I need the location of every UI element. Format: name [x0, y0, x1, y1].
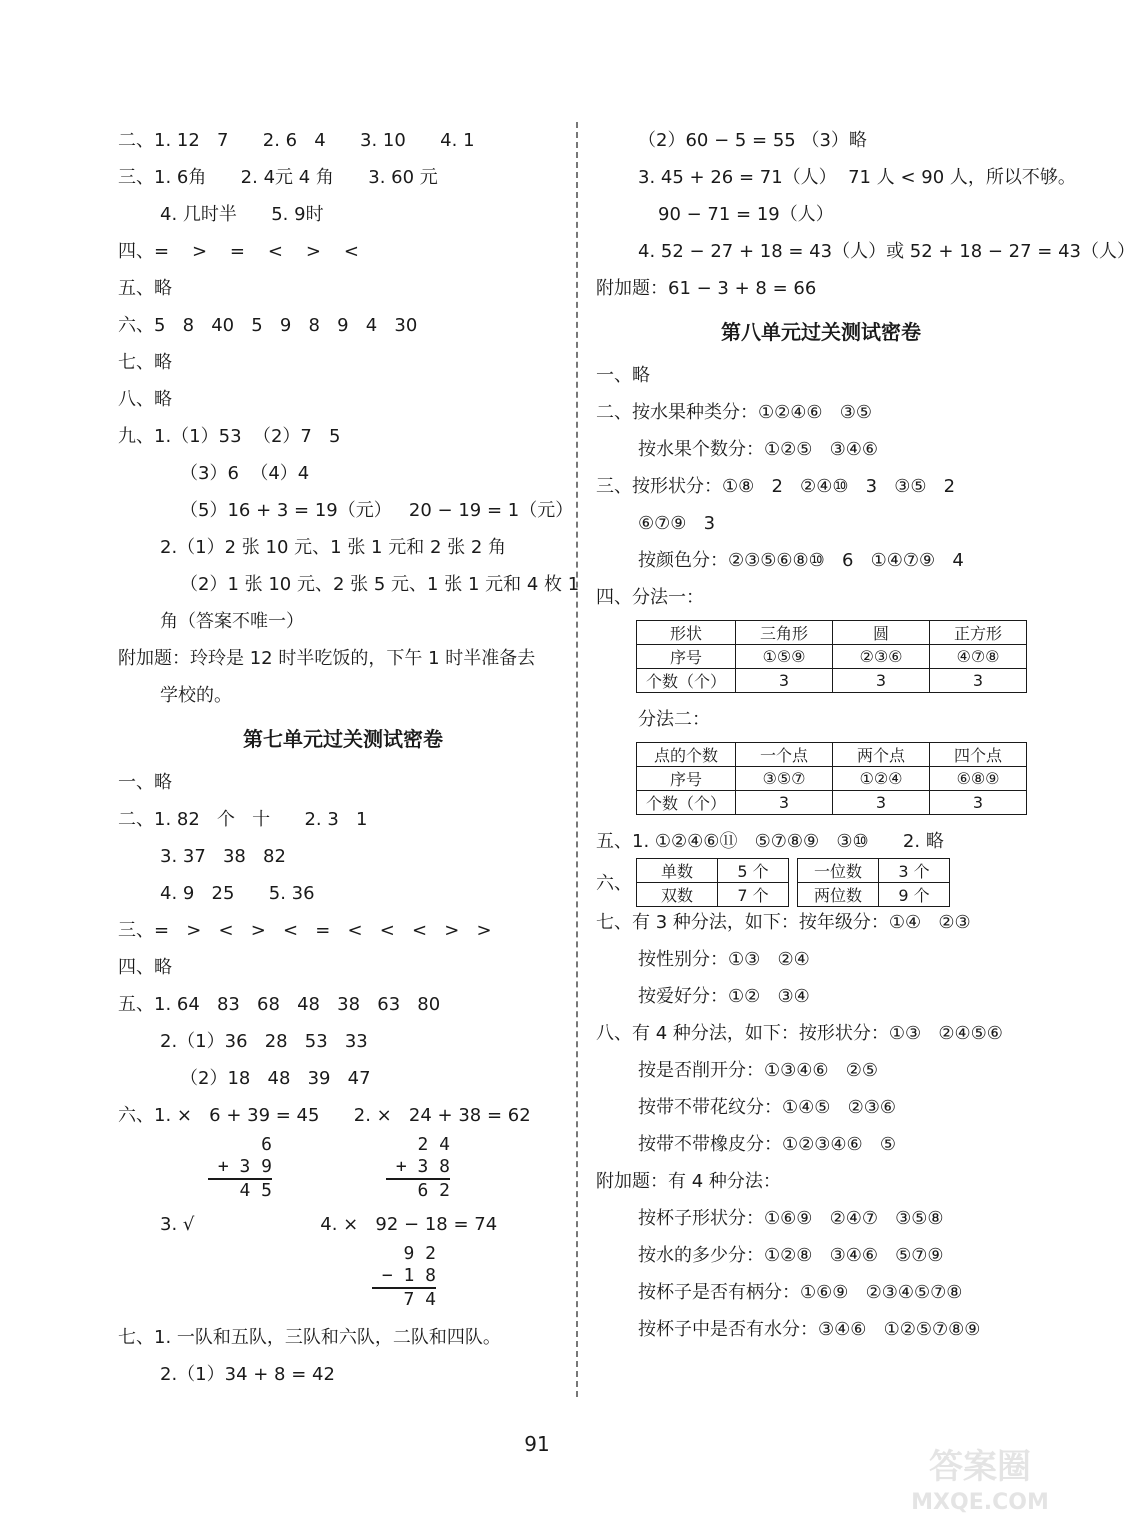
answer-line: 二、按水果种类分：①②④⑥ ③⑤ [596, 402, 872, 423]
answer-line: 七、1. 一队和五队，三队和六队，二队和四队。 [118, 1327, 501, 1348]
table-cell: 三角形 [736, 621, 833, 645]
table-cell: 个数（个） [637, 791, 736, 815]
answer-line: 按带不带橡皮分：①②③④⑥ ⑤ [638, 1134, 896, 1155]
answer-line: 五、略 [118, 278, 172, 299]
section-heading-unit7: 第七单元过关测试密卷 [243, 727, 443, 751]
calc-mid: + 3 8 [395, 1156, 450, 1177]
answer-line: 五、1. ①②④⑥⑪ ⑤⑦⑧⑨ ③⑩ 2. 略 [596, 831, 944, 852]
vertical-calc [372, 1243, 436, 1311]
answer-line: 2.（1）2 张 10 元、1 张 1 元和 2 张 2 角 [160, 537, 507, 558]
table-row [637, 791, 1027, 815]
table-cell: 3 个 [879, 858, 950, 882]
calc-answer: 4 5 [208, 1178, 272, 1202]
answer-line: 三、按形状分：①⑧ 2 ②④⑩ 3 ③⑤ 2 [596, 476, 956, 497]
table-cell: ②③⑥ [833, 645, 930, 669]
table-cell: ③⑤⑦ [736, 767, 833, 791]
vertical-calc-row [118, 1134, 568, 1206]
answer-line: 六、1. × 6 + 39 = 45 2. × 24 + 38 = 62 [118, 1105, 531, 1126]
vertical-calc-row [118, 1243, 568, 1319]
classification-table-1 [636, 620, 1027, 693]
answer-line: （2）1 张 10 元、2 张 5 元、1 张 1 元和 4 枚 1 [180, 574, 580, 595]
answer-line: 4. 52 − 27 + 18 = 43（人）或 52 + 18 − 27 = 43（人） [638, 241, 1135, 262]
table-cell: 9 个 [879, 882, 950, 906]
answer-line: 按水的多少分：①②⑧ ③④⑥ ⑤⑦⑨ [638, 1245, 944, 1266]
table-cell: 单数 [637, 858, 718, 882]
table-row [798, 882, 950, 906]
left-column [118, 122, 580, 1393]
classification-table-2 [636, 742, 1027, 815]
table-row [637, 669, 1027, 693]
answer-line: 附加题：61 − 3 + 8 = 66 [596, 278, 817, 299]
answer-line: 三、= > < > < = < < < > > [118, 920, 492, 941]
table-cell: 正方形 [930, 621, 1027, 645]
answer-line: 角（答案不唯一） [160, 611, 304, 632]
table-cell: 一位数 [798, 858, 879, 882]
answer-line: 六、5 8 40 5 9 8 9 4 30 [118, 315, 418, 336]
answer-line: 按水果个数分：①②⑤ ③④⑥ [638, 439, 878, 460]
calc-top: 6 [261, 1134, 272, 1155]
section-label: 六、 [596, 873, 632, 894]
answer-line: 五、1. 64 83 68 48 38 63 80 [118, 994, 441, 1015]
calc-top: 2 4 [417, 1134, 450, 1155]
answer-line: 一、略 [596, 365, 650, 386]
table-row [637, 621, 1027, 645]
watermark-logo [905, 1445, 1055, 1525]
page-number: 91 [524, 1432, 550, 1456]
table-cell: 序号 [637, 767, 736, 791]
answer-line: 按性别分：①③ ②④ [638, 949, 810, 970]
answer-line: 按杯子形状分：①⑥⑨ ②④⑦ ③⑤⑧ [638, 1208, 944, 1229]
table-cell: 5 个 [718, 858, 789, 882]
table-cell: ①②④ [833, 767, 930, 791]
answer-line: 90 − 71 = 19（人） [658, 204, 834, 225]
digit-table [797, 858, 950, 907]
table-row [637, 767, 1027, 791]
answer-line: （3）6 （4）4 [180, 463, 310, 484]
answer-line: 二、1. 12 7 2. 6 4 3. 10 4. 1 [118, 130, 475, 151]
table-cell: 四个点 [930, 743, 1027, 767]
answer-line: （5）16 + 3 = 19（元） 20 − 19 = 1（元） [180, 500, 574, 521]
table-cell: 双数 [637, 882, 718, 906]
answer-line: 学校的。 [160, 685, 232, 706]
calc-top: 9 2 [403, 1243, 436, 1264]
calc-answer: 7 4 [372, 1287, 436, 1311]
answer-line: 四、略 [118, 957, 172, 978]
answer-line: 附加题：玲玲是 12 时半吃饭的，下午 1 时半准备去 [118, 648, 536, 669]
answer-line: 八、略 [118, 389, 172, 410]
answer-line: 四、分法一： [596, 587, 704, 608]
answer-line: 附加题：有 4 种分法： [596, 1171, 781, 1192]
table-row [637, 645, 1027, 669]
answer-line: 按带不带花纹分：①④⑤ ②③⑥ [638, 1097, 896, 1118]
vertical-calc [208, 1134, 272, 1202]
answer-line: （2）60 − 5 = 55 （3）略 [638, 130, 867, 151]
table-cell: 圆 [833, 621, 930, 645]
table-row [637, 858, 789, 882]
table-cell: 两位数 [798, 882, 879, 906]
table-cell: ④⑦⑧ [930, 645, 1027, 669]
right-column [596, 122, 1135, 1348]
table-cell: 序号 [637, 645, 736, 669]
answer-line: 一、略 [118, 772, 172, 793]
answer-line: 按杯子是否有柄分：①⑥⑨ ②③④⑤⑦⑧ [638, 1282, 963, 1303]
answer-line: 七、略 [118, 352, 172, 373]
table-cell: ⑥⑧⑨ [930, 767, 1027, 791]
answer-line: 2.（1）34 + 8 = 42 [160, 1364, 335, 1385]
watermark-text: 答案圈 [929, 1447, 1031, 1487]
answer-line: 3. 45 + 26 = 71（人） 71 人 < 90 人，所以不够。 [638, 167, 1076, 188]
answer-line: 九、1.（1）53 （2）7 5 [118, 426, 341, 447]
answer-line: 三、1. 6角 2. 4元 4 角 3. 60 元 [118, 167, 438, 188]
table-row [637, 743, 1027, 767]
answer-line: 四、= > = < > < [118, 241, 359, 262]
table-cell: ①⑤⑨ [736, 645, 833, 669]
table-cell: 两个点 [833, 743, 930, 767]
table-cell: 形状 [637, 621, 736, 645]
answer-line: 按是否削开分：①③④⑥ ②⑤ [638, 1060, 878, 1081]
answer-line: 七、有 3 种分法，如下：按年级分：①④ ②③ [596, 912, 971, 933]
calc-mid: + 3 9 [217, 1156, 272, 1177]
table-cell: 3 [930, 669, 1027, 693]
column-divider [576, 122, 578, 1397]
watermark-url: MXQE.COM [911, 1490, 1049, 1515]
table-cell: 3 [736, 791, 833, 815]
table-cell: 3 [736, 669, 833, 693]
table-cell: 7 个 [718, 882, 789, 906]
calc-answer: 6 2 [386, 1178, 450, 1202]
vertical-calc [386, 1134, 450, 1202]
table-cell: 3 [833, 791, 930, 815]
answer-line: 3. √ 4. × 92 − 18 = 74 [160, 1214, 498, 1235]
parity-digit-tables-row [596, 860, 1046, 904]
answer-line: 分法二： [638, 709, 710, 730]
table-cell: 3 [930, 791, 1027, 815]
parity-table [636, 858, 789, 907]
answer-line: （2）18 48 39 47 [180, 1068, 371, 1089]
answer-line: 3. 37 38 82 [160, 846, 286, 867]
section-heading-unit8: 第八单元过关测试密卷 [721, 320, 921, 344]
table-row [798, 858, 950, 882]
answer-line: ⑥⑦⑨ 3 [638, 513, 716, 534]
table-cell: 3 [833, 669, 930, 693]
answer-line: 八、有 4 种分法，如下：按形状分：①③ ②④⑤⑥ [596, 1023, 1003, 1044]
table-cell: 个数（个） [637, 669, 736, 693]
answer-line: 4. 几时半 5. 9时 [160, 204, 324, 225]
table-row [637, 882, 789, 906]
answer-line: 按爱好分：①② ③④ [638, 986, 810, 1007]
calc-mid: − 1 8 [381, 1265, 436, 1286]
answer-line: 按颜色分：②③⑤⑥⑧⑩ 6 ①④⑦⑨ 4 [638, 550, 964, 571]
answer-line: 2.（1）36 28 53 33 [160, 1031, 368, 1052]
answer-line: 按杯子中是否有水分：③④⑥ ①②⑤⑦⑧⑨ [638, 1319, 981, 1340]
table-cell: 一个点 [736, 743, 833, 767]
table-cell: 点的个数 [637, 743, 736, 767]
answer-line: 4. 9 25 5. 36 [160, 883, 315, 904]
answer-line: 二、1. 82 个 十 2. 3 1 [118, 809, 368, 830]
